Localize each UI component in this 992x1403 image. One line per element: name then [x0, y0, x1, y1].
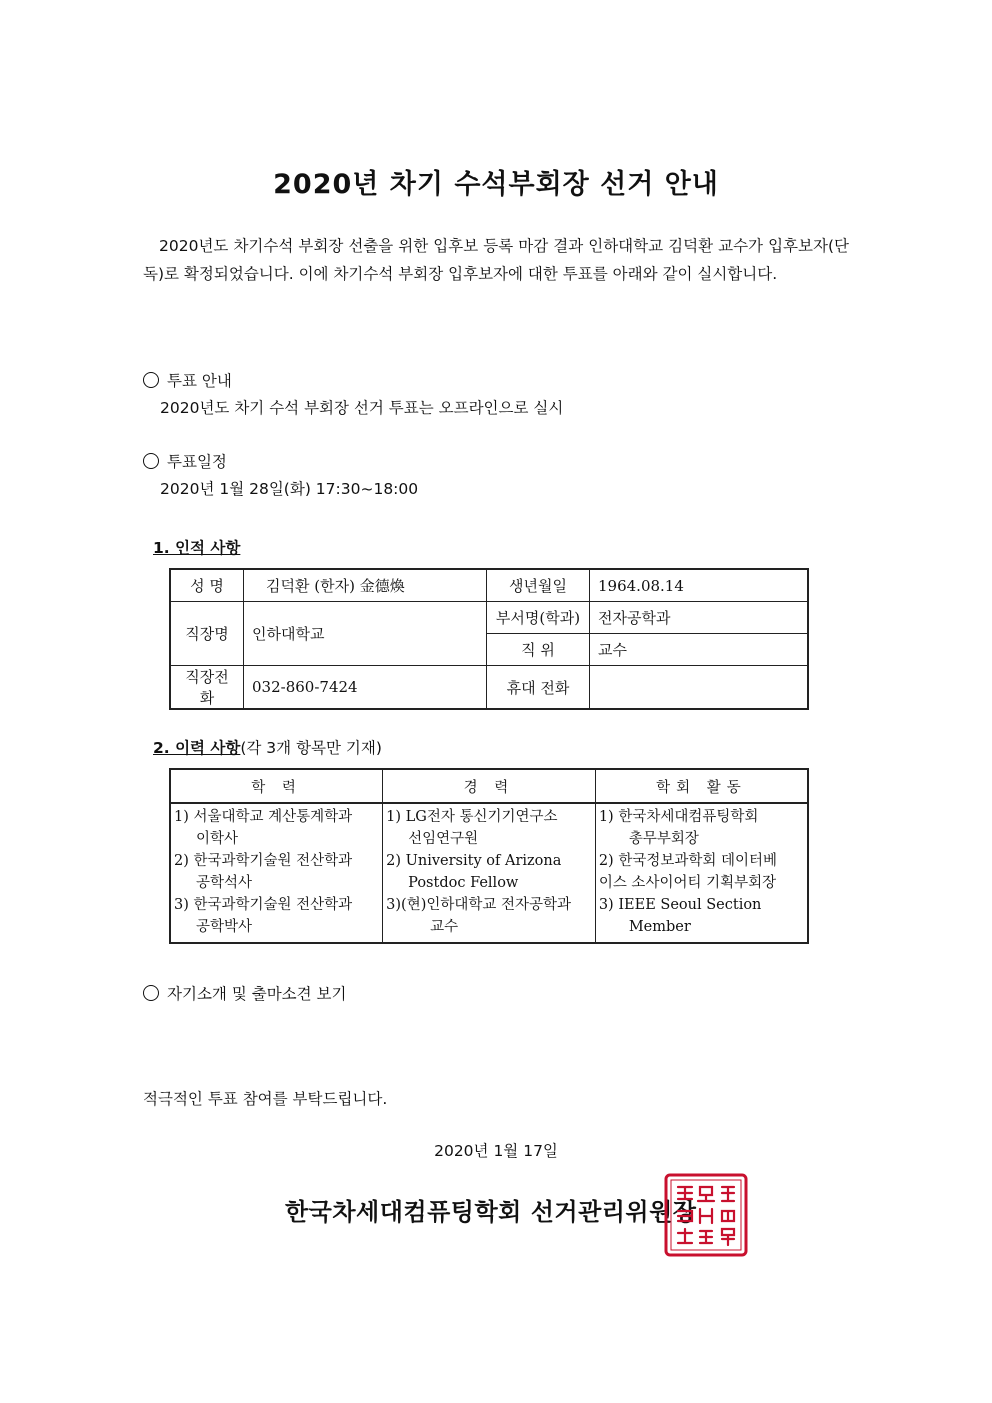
- history-heading-text: 2. 이력 사항: [153, 739, 241, 757]
- birth-value: 1964.08.14: [590, 569, 809, 602]
- vote-schedule-heading-text: 투표일정: [167, 453, 227, 471]
- list-item-cont: Member: [628, 919, 691, 935]
- official-seal-icon: [664, 1173, 748, 1257]
- vote-info-heading-text: 투표 안내: [167, 372, 232, 390]
- history-note: (각 3개 항목만 기재): [240, 739, 382, 757]
- list-item-cont: 이학사: [196, 831, 239, 847]
- education-cell: [170, 803, 383, 943]
- column-header-career: 경 력: [383, 769, 596, 803]
- personal-heading-text: 1. 인적 사항: [153, 539, 241, 557]
- career-cell: [383, 803, 596, 943]
- signer-name: 한국차세대컴퓨팅학회 선거관리위원장: [285, 1197, 697, 1226]
- list-item: 1) 한국차세대컴퓨팅학회: [598, 809, 759, 825]
- circle-bullet-icon: [143, 372, 159, 388]
- vote-schedule-heading: [143, 450, 227, 472]
- list-item: 1) 서울대학교 계산통계학과: [174, 809, 353, 825]
- list-item-cont: 공학석사: [196, 875, 253, 891]
- name-value: 김덕환 (한자) 金德煥: [244, 569, 487, 602]
- column-header-education: 학 력: [170, 769, 383, 803]
- vote-info-heading: [143, 369, 232, 391]
- self-intro-link[interactable]: 자기소개 및 출마소견 보기: [167, 985, 347, 1003]
- circle-bullet-icon: [143, 453, 159, 469]
- closing-text: 적극적인 투표 참여를 부탁드립니다.: [143, 1090, 388, 1108]
- list-item: 1) LG전자 통신기기연구소: [386, 809, 558, 825]
- position-value: 교수: [590, 634, 809, 666]
- history-heading: [153, 736, 382, 758]
- phone-label: 직장전화: [170, 666, 244, 710]
- vote-schedule-body: 2020년 1월 28일(화) 17:30~18:00: [160, 480, 419, 498]
- personal-info-table: [169, 568, 809, 710]
- list-item: 3) 한국과학기술원 전산학과: [174, 897, 353, 913]
- list-item: 2) University of Arizona: [386, 853, 562, 869]
- list-item-cont: 총무부회장: [628, 831, 699, 847]
- dept-label: 부서명(학과): [487, 602, 590, 634]
- vote-info-body: 2020년도 차기 수석 부회장 선거 투표는 오프라인으로 실시: [160, 399, 564, 417]
- list-item-cont: Postdoc Fellow: [408, 875, 519, 891]
- page-title: 2020년 차기 수석부회장 선거 안내: [273, 169, 719, 200]
- circle-bullet-icon: [143, 985, 159, 1001]
- workplace-label: 직장명: [170, 602, 244, 666]
- birth-label: 생년월일: [487, 569, 590, 602]
- phone-value: 032-860-7424: [244, 666, 487, 710]
- dept-value: 전자공학과: [590, 602, 809, 634]
- list-item-cont: 선임연구원: [408, 831, 479, 847]
- list-item-cont: 교수: [430, 919, 459, 935]
- mobile-label: 휴대 전화: [487, 666, 590, 710]
- position-label: 직 위: [487, 634, 590, 666]
- list-item: 2) 한국정보과학회 데이터베: [598, 853, 777, 869]
- column-header-society: 학회 활동: [595, 769, 808, 803]
- society-cell: [595, 803, 808, 943]
- intro-paragraph: [143, 232, 849, 288]
- intro-link-row[interactable]: [143, 982, 347, 1004]
- list-item-cont: 이스 소사이어티 기획부회장: [598, 875, 777, 891]
- list-item: 3)(현)인하대학교 전자공학과: [386, 897, 572, 913]
- list-item-cont: 공학박사: [196, 919, 253, 935]
- name-label: 성 명: [170, 569, 244, 602]
- workplace-value: 인하대학교: [244, 602, 487, 666]
- intro-text: 2020년도 차기수석 부회장 선출을 위한 입후보 등록 마감 결과 인하대학교 김덕환 교수가 입후보자(단독)로 확정되었습니다. 이에 차기수석 부회장 입후보자에 대한 투표를 아래와 같이 실시합니다.: [143, 237, 849, 283]
- document-date: 2020년 1월 17일: [434, 1142, 558, 1160]
- history-table: [169, 768, 809, 944]
- list-item: 2) 한국과학기술원 전산학과: [174, 853, 353, 869]
- personal-heading: [153, 536, 240, 558]
- mobile-value: [590, 666, 809, 710]
- list-item: 3) IEEE Seoul Section: [598, 897, 762, 913]
